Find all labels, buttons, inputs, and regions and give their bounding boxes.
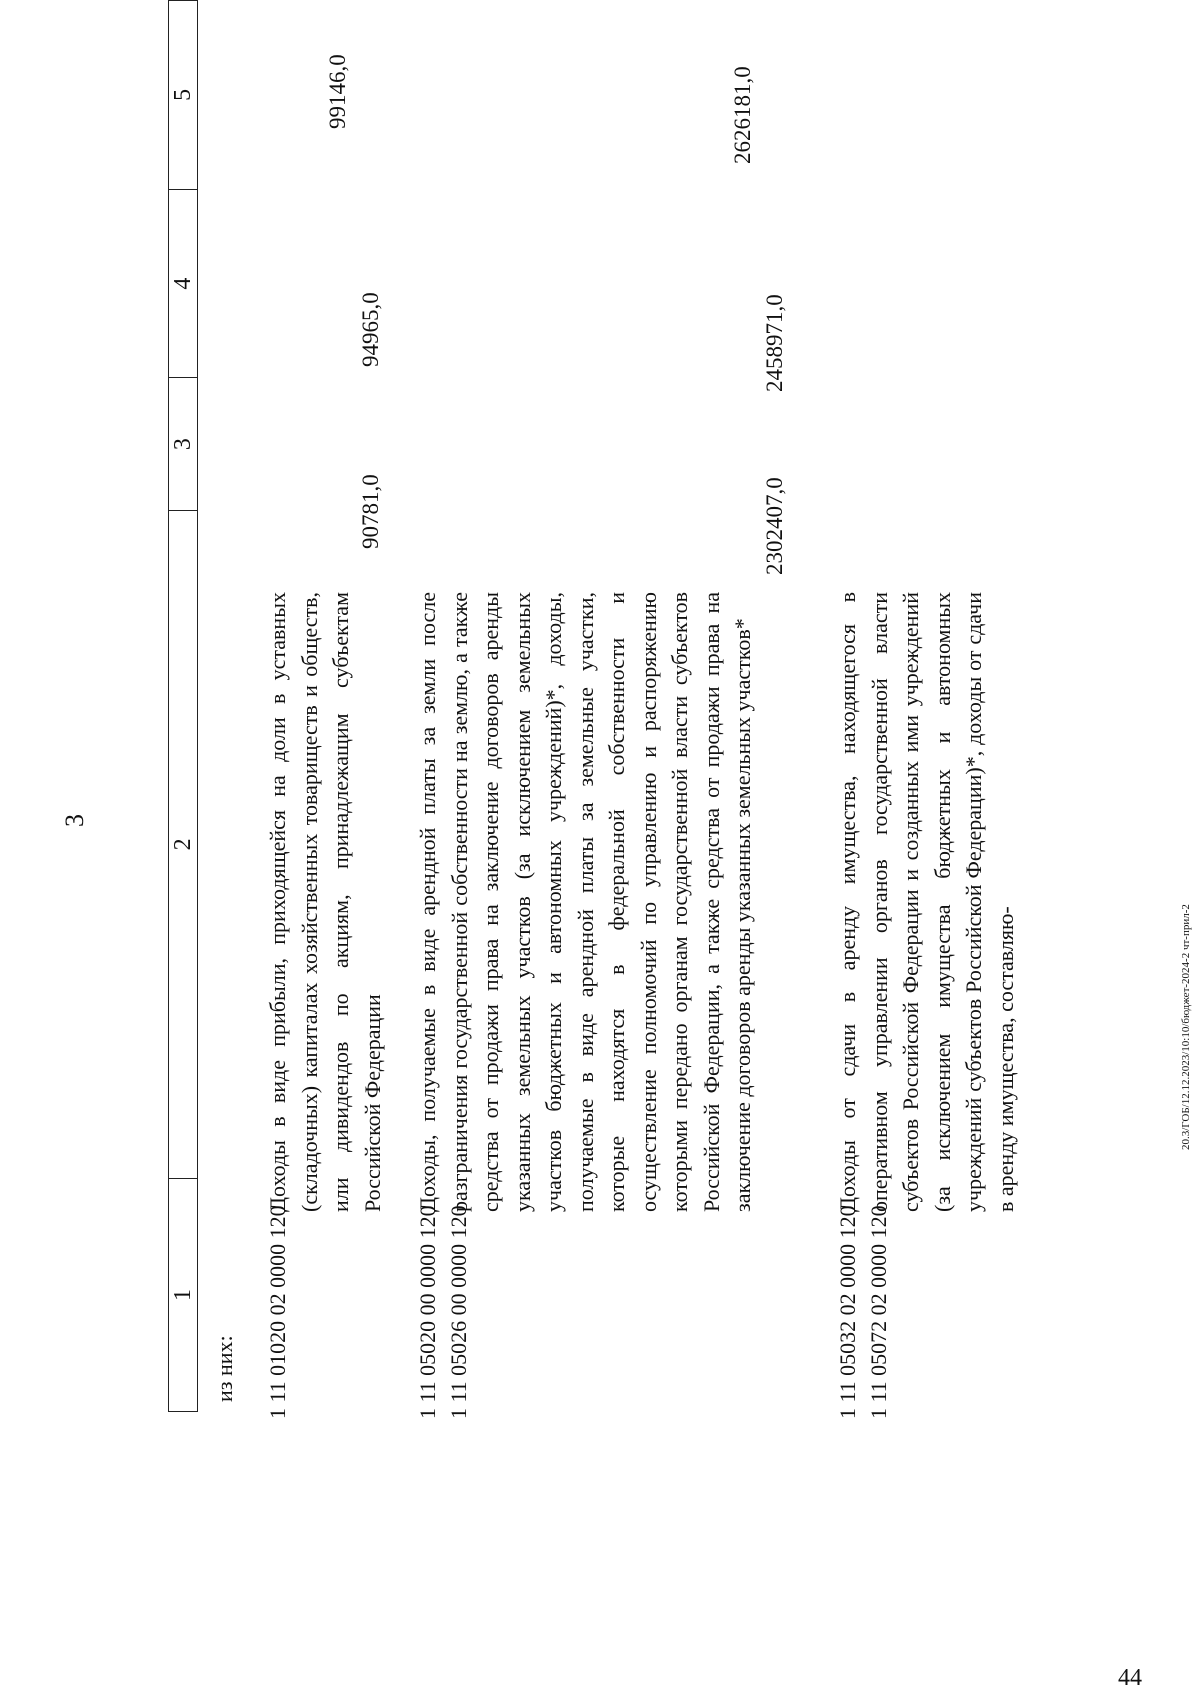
row-value-col5: 2626181,0: [730, 66, 755, 164]
row-code: 1 11 05020 00 0000 120: [415, 1205, 440, 1419]
row-value-col4: 94965,0: [358, 292, 383, 367]
row-value-col4: 2458971,0: [762, 294, 787, 392]
column-header-3: 3: [169, 378, 198, 510]
row-description: Доходы в виде прибыли, приходящейся на доли в уставных (складочных) капиталах хозяйственных товариществ и обществ, или дивидендов по акциям, принадлежащим субъектам Российской Федерации: [265, 592, 385, 1212]
row-description: Доходы, получаемые в виде арендной платы за земли после разграничения государственной собственности на землю, а также средства от продажи права на заключение договоров аренды указанных земельных участков (за исключением земельных участков бюджетных и автономных учреждений)*, доходы, получаемые в виде арендной платы за земельные участки, которые находятся в федеральной собственности и осуществление полномочий по управлению и распоряжению которыми передано органам государственной власти субъектов Российской Федерации, а также средства от продажи права на заключение договоров аренды указанных земельных участков*: [415, 592, 755, 1212]
column-header-table: [168, 0, 198, 1412]
row-code: 1 11 01020 02 0000 120: [265, 1205, 290, 1419]
column-header-2: 2: [169, 510, 198, 1178]
footer-code: 20.3/ГОБ/12.12.2023/10:10/бюджет-2024-2 чт-прил-2: [1180, 904, 1192, 1150]
column-header-4: 4: [169, 189, 198, 378]
row-value-col3: 2302407,0: [762, 477, 787, 575]
subheading: из них:: [212, 1335, 237, 1402]
row-value-col3: 90781,0: [358, 474, 383, 549]
row-code: 1 11 05032 02 0000 120: [835, 1205, 860, 1419]
row-code: 1 11 05072 02 0000 120: [866, 1205, 891, 1419]
column-header-5: 5: [169, 1, 198, 190]
row-code: 1 11 05026 00 0000 120: [446, 1205, 471, 1419]
row-description: Доходы от сдачи в аренду имущества, находящегося в оперативном управлении органов государственной власти субъектов Российской Федерации и созданных ими учреждений (за исключением имущества бюджетных и автономных учреждений субъектов Российской Федерации)*, доходы от сдачи в аренду имущества, составляю-: [835, 592, 1018, 1212]
page-number: 3: [60, 814, 89, 827]
row-value-col5: 99146,0: [325, 54, 350, 129]
column-header-1: 1: [169, 1178, 198, 1411]
corner-page-number: 44: [1118, 1665, 1142, 1691]
